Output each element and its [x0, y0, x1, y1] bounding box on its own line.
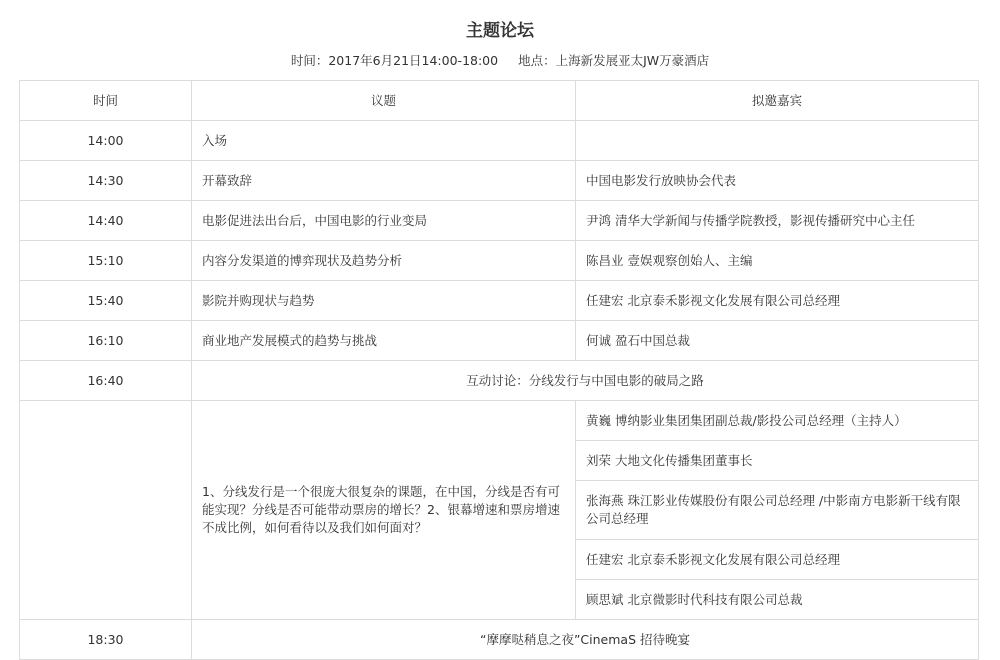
guest-cell [576, 121, 979, 161]
table-row [20, 201, 979, 241]
table-row [20, 281, 979, 321]
table-header-row [20, 81, 979, 121]
discussion-guest-row [20, 401, 979, 441]
guest-cell: 黄巍 博纳影业集团集团副总裁/影投公司总经理（主持人） [576, 401, 979, 441]
table-row [20, 121, 979, 161]
guest-cell: 任建宏 北京泰禾影视文化发展有限公司总经理 [576, 281, 979, 321]
column-header-guests: 拟邀嘉宾 [576, 81, 979, 121]
topic-cell: 内容分发渠道的博弈现状及趋势分析 [192, 241, 576, 281]
discussion-title-row [20, 361, 979, 401]
guest-cell: 中国电影发行放映协会代表 [576, 161, 979, 201]
event-info [0, 52, 1000, 70]
column-header-time: 时间 [20, 81, 192, 121]
time-cell: 15:40 [20, 281, 192, 321]
table-row [20, 321, 979, 361]
topic-cell: 入场 [192, 121, 576, 161]
discussion-title: 互动讨论：分线发行与中国电影的破局之路 [192, 361, 979, 401]
time-cell: 16:40 [20, 361, 192, 401]
page-title: 主题论坛 [466, 21, 534, 41]
topic-cell: 影院并购现状与趋势 [192, 281, 576, 321]
topic-cell: 商业地产发展模式的趋势与挑战 [192, 321, 576, 361]
closing-event: “摩摩哒稍息之夜”CinemaS 招待晚宴 [192, 620, 979, 660]
topic-cell: 电影促进法出台后，中国电影的行业变局 [192, 201, 576, 241]
guest-cell: 顾思斌 北京微影时代科技有限公司总裁 [576, 580, 979, 620]
event-location: 地点：上海新发展亚太JW万豪酒店 [518, 53, 710, 68]
topic-cell: 开幕致辞 [192, 161, 576, 201]
discussion-description: 1、分线发行是一个很庞大很复杂的课题，在中国，分线是否有可能实现？分线是否可能带动票房的增长？2、银幕增速和票房增速不成比例，如何看待以及我们如何面对？ [192, 401, 576, 620]
guest-cell: 任建宏 北京泰禾影视文化发展有限公司总经理 [576, 540, 979, 580]
guest-cell: 陈昌业 壹娱观察创始人、主编 [576, 241, 979, 281]
time-cell: 18:30 [20, 620, 192, 660]
closing-row [20, 620, 979, 660]
event-time: 时间：2017年6月21日14:00-18:00 [290, 53, 499, 68]
time-cell: 16:10 [20, 321, 192, 361]
discussion-time-cell [20, 401, 192, 620]
table-row [20, 161, 979, 201]
table-row [20, 241, 979, 281]
column-header-topic: 议题 [192, 81, 576, 121]
time-cell: 15:10 [20, 241, 192, 281]
guest-cell: 何诚 盈石中国总裁 [576, 321, 979, 361]
time-cell: 14:30 [20, 161, 192, 201]
guest-cell: 张海燕 珠江影业传媒股份有限公司总经理 /中影南方电影新干线有限公司总经理 [576, 481, 979, 540]
guest-cell: 尹鸿 清华大学新闻与传播学院教授，影视传播研究中心主任 [576, 201, 979, 241]
schedule-table [19, 80, 979, 660]
time-cell: 14:40 [20, 201, 192, 241]
guest-cell: 刘荣 大地文化传播集团董事长 [576, 441, 979, 481]
time-cell: 14:00 [20, 121, 192, 161]
